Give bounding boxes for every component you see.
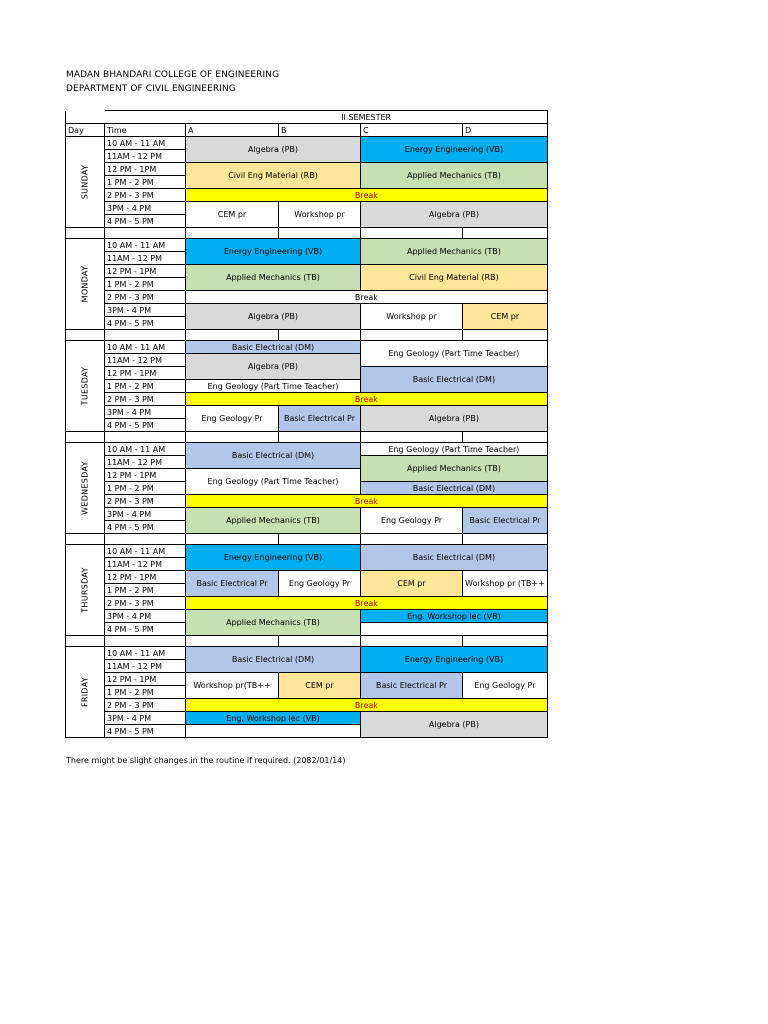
class-cell xyxy=(186,725,361,738)
time-slot-row xyxy=(66,202,548,215)
time-slot: 4 PM - 5 PM xyxy=(105,215,186,228)
class-cell: Eng Geology (Part Time Teacher) xyxy=(186,380,361,393)
day-name: THURSDAY xyxy=(80,567,90,613)
day-label xyxy=(66,239,105,330)
college-name: MADAN BHANDARI COLLEGE OF ENGINEERING xyxy=(66,70,280,80)
blank-cell xyxy=(66,432,105,443)
break-cell: Break xyxy=(186,495,548,508)
class-cell: Basic Electrical Pr xyxy=(463,508,548,534)
class-cell xyxy=(361,623,548,636)
time-slot: 11AM - 12 PM xyxy=(105,558,186,571)
separator-row xyxy=(66,636,548,647)
blank-cell xyxy=(105,111,186,124)
class-cell: Basic Electrical (DM) xyxy=(361,545,548,571)
time-slot: 11AM - 12 PM xyxy=(105,660,186,673)
time-slot-row xyxy=(66,406,548,419)
class-cell: Applied Mechanics (TB) xyxy=(186,508,361,534)
day-label xyxy=(66,341,105,432)
class-cell: Algebra (PB) xyxy=(361,712,548,738)
blank-cell xyxy=(186,534,279,545)
blank-cell xyxy=(463,534,548,545)
column-header: Time xyxy=(105,124,186,137)
blank-cell xyxy=(463,228,548,239)
class-cell: Applied Mechanics (TB) xyxy=(361,239,548,265)
blank-cell xyxy=(186,228,279,239)
class-cell: Algebra (PB) xyxy=(186,304,361,330)
class-cell: Energy Engineering (VB) xyxy=(361,647,548,673)
department-name: DEPARTMENT OF CIVIL ENGINEERING xyxy=(66,84,236,94)
time-slot: 2 PM - 3 PM xyxy=(105,393,186,406)
time-slot: 12 PM - 1PM xyxy=(105,673,186,686)
time-slot-row xyxy=(66,712,548,725)
time-slot-row xyxy=(66,699,548,712)
class-cell: Applied Mechanics (TB) xyxy=(186,610,361,636)
class-cell: Basic Electrical (DM) xyxy=(361,367,548,393)
blank-cell xyxy=(361,534,463,545)
break-cell: Break xyxy=(186,699,548,712)
time-slot: 1 PM - 2 PM xyxy=(105,482,186,495)
timetable xyxy=(65,110,548,738)
blank-cell xyxy=(105,330,186,341)
day-label xyxy=(66,647,105,738)
time-slot-row xyxy=(66,545,548,558)
time-slot: 2 PM - 3 PM xyxy=(105,189,186,202)
time-slot: 2 PM - 3 PM xyxy=(105,495,186,508)
time-slot: 10 AM - 11 AM xyxy=(105,443,186,456)
class-cell: Basic Electrical Pr xyxy=(279,406,361,432)
time-slot-row xyxy=(66,163,548,176)
time-slot: 3PM - 4 PM xyxy=(105,202,186,215)
separator-row xyxy=(66,534,548,545)
class-cell: Algebra (PB) xyxy=(361,406,548,432)
class-cell: Basic Electrical (DM) xyxy=(186,647,361,673)
time-slot: 12 PM - 1PM xyxy=(105,367,186,380)
day-name: MONDAY xyxy=(80,265,90,303)
class-cell: Basic Electrical (DM) xyxy=(186,443,361,469)
blank-cell xyxy=(361,432,463,443)
class-cell: Algebra (PB) xyxy=(361,202,548,228)
blank-cell xyxy=(279,228,361,239)
class-cell: Applied Mechanics (TB) xyxy=(361,456,548,482)
class-cell: Basic Electrical (DM) xyxy=(361,482,548,495)
time-slot: 3PM - 4 PM xyxy=(105,304,186,317)
blank-cell xyxy=(66,330,105,341)
day-label xyxy=(66,545,105,636)
time-slot: 3PM - 4 PM xyxy=(105,508,186,521)
blank-cell xyxy=(186,432,279,443)
day-name: SUNDAY xyxy=(80,164,90,200)
time-slot: 4 PM - 5 PM xyxy=(105,725,186,738)
class-cell: Eng. Workshop lec (VB) xyxy=(361,610,548,623)
time-slot-row xyxy=(66,137,548,150)
day-label xyxy=(66,443,105,534)
time-slot-row xyxy=(66,239,548,252)
time-slot: 12 PM - 1PM xyxy=(105,163,186,176)
blank-cell xyxy=(66,228,105,239)
header-row xyxy=(66,124,548,137)
time-slot: 11AM - 12 PM xyxy=(105,354,186,367)
blank-cell xyxy=(279,534,361,545)
class-cell: Workshop pr xyxy=(279,202,361,228)
time-slot: 2 PM - 3 PM xyxy=(105,699,186,712)
class-cell: Eng Geology Pr xyxy=(463,673,548,699)
time-slot-row xyxy=(66,393,548,406)
day-name: TUESDAY xyxy=(80,366,90,406)
blank-cell xyxy=(463,330,548,341)
blank-cell xyxy=(361,330,463,341)
time-slot: 10 AM - 11 AM xyxy=(105,137,186,150)
class-cell: Energy Engineering (VB) xyxy=(186,239,361,265)
time-slot: 11AM - 12 PM xyxy=(105,252,186,265)
time-slot: 11AM - 12 PM xyxy=(105,456,186,469)
time-slot: 10 AM - 11 AM xyxy=(105,647,186,660)
class-cell: Eng Geology Pr xyxy=(361,508,463,534)
blank-cell xyxy=(105,228,186,239)
day-name: WEDNESDAY xyxy=(80,461,90,515)
blank-cell xyxy=(66,636,105,647)
class-cell: Civil Eng Material (RB) xyxy=(186,163,361,189)
footer-note: There might be slight changes in the routine if required. (2082/01/14) xyxy=(66,756,346,765)
time-slot: 12 PM - 1PM xyxy=(105,469,186,482)
class-cell: Algebra (PB) xyxy=(186,137,361,163)
time-slot-row xyxy=(66,291,548,304)
blank-cell xyxy=(279,432,361,443)
separator-row xyxy=(66,330,548,341)
time-slot-row xyxy=(66,647,548,660)
semester-title: II SEMESTER xyxy=(186,111,548,124)
column-header: Day xyxy=(66,124,105,137)
time-slot: 3PM - 4 PM xyxy=(105,712,186,725)
time-slot-row xyxy=(66,597,548,610)
separator-row xyxy=(66,228,548,239)
semester-row xyxy=(66,111,548,124)
time-slot-row xyxy=(66,495,548,508)
separator-row xyxy=(66,432,548,443)
class-cell: Basic Electrical Pr xyxy=(361,673,463,699)
break-cell: Break xyxy=(186,189,548,202)
blank-cell xyxy=(463,432,548,443)
time-slot: 10 AM - 11 AM xyxy=(105,341,186,354)
column-header: B xyxy=(279,124,361,137)
class-cell: CEM pr xyxy=(186,202,279,228)
blank-cell xyxy=(105,636,186,647)
break-cell: Break xyxy=(186,597,548,610)
class-cell: Applied Mechanics (TB) xyxy=(186,265,361,291)
time-slot: 10 AM - 11 AM xyxy=(105,545,186,558)
time-slot: 3PM - 4 PM xyxy=(105,610,186,623)
break-cell: Break xyxy=(186,393,548,406)
time-slot: 2 PM - 3 PM xyxy=(105,291,186,304)
time-slot: 3PM - 4 PM xyxy=(105,406,186,419)
class-cell: Eng. Workshop lec (VB) xyxy=(186,712,361,725)
time-slot-row xyxy=(66,673,548,686)
class-cell: CEM pr xyxy=(361,571,463,597)
day-label xyxy=(66,137,105,228)
time-slot-row xyxy=(66,304,548,317)
blank-cell xyxy=(279,636,361,647)
blank-cell xyxy=(186,636,279,647)
class-cell: Energy Engineering (VB) xyxy=(186,545,361,571)
time-slot: 4 PM - 5 PM xyxy=(105,521,186,534)
time-slot: 2 PM - 3 PM xyxy=(105,597,186,610)
time-slot-row xyxy=(66,443,548,456)
class-cell: Eng Geology Pr xyxy=(186,406,279,432)
blank-cell xyxy=(105,432,186,443)
column-header: D xyxy=(463,124,548,137)
time-slot: 1 PM - 2 PM xyxy=(105,176,186,189)
class-cell: Eng Geology (Part Time Teacher) xyxy=(186,469,361,495)
time-slot: 11AM - 12 PM xyxy=(105,150,186,163)
column-header: A xyxy=(186,124,279,137)
time-slot: 1 PM - 2 PM xyxy=(105,380,186,393)
time-slot: 4 PM - 5 PM xyxy=(105,419,186,432)
time-slot: 10 AM - 11 AM xyxy=(105,239,186,252)
time-slot-row xyxy=(66,189,548,202)
day-name: FRIDAY xyxy=(80,676,90,708)
class-cell: Eng Geology Pr xyxy=(279,571,361,597)
class-cell: Civil Eng Material (RB) xyxy=(361,265,548,291)
time-slot-row xyxy=(66,265,548,278)
time-slot: 12 PM - 1PM xyxy=(105,571,186,584)
time-slot-row xyxy=(66,508,548,521)
column-header: C xyxy=(361,124,463,137)
time-slot-row xyxy=(66,341,548,354)
break-cell: Break xyxy=(186,291,548,304)
class-cell: Eng Geology (Part Time Teacher) xyxy=(361,443,548,456)
time-slot: 1 PM - 2 PM xyxy=(105,686,186,699)
class-cell: Workshop pr xyxy=(361,304,463,330)
class-cell: Energy Engineering (VB) xyxy=(361,137,548,163)
time-slot: 1 PM - 2 PM xyxy=(105,584,186,597)
class-cell: Eng Geology (Part Time Teacher) xyxy=(361,341,548,367)
time-slot: 4 PM - 5 PM xyxy=(105,623,186,636)
blank-cell xyxy=(66,111,105,124)
blank-cell xyxy=(105,534,186,545)
time-slot-row xyxy=(66,571,548,584)
time-slot: 4 PM - 5 PM xyxy=(105,317,186,330)
class-cell: Basic Electrical Pr xyxy=(186,571,279,597)
class-cell: Basic Electrical (DM) xyxy=(186,341,361,354)
class-cell: Applied Mechanics (TB) xyxy=(361,163,548,189)
blank-cell xyxy=(279,330,361,341)
blank-cell xyxy=(463,636,548,647)
time-slot: 12 PM - 1PM xyxy=(105,265,186,278)
time-slot-row xyxy=(66,610,548,623)
blank-cell xyxy=(186,330,279,341)
class-cell: Workshop pr (TB++ xyxy=(463,571,548,597)
time-slot: 1 PM - 2 PM xyxy=(105,278,186,291)
blank-cell xyxy=(66,534,105,545)
class-cell: Workshop pr(TB++ xyxy=(186,673,279,699)
blank-cell xyxy=(361,636,463,647)
blank-cell xyxy=(361,228,463,239)
class-cell: CEM pr xyxy=(279,673,361,699)
class-cell: CEM pr xyxy=(463,304,548,330)
class-cell: Algebra (PB) xyxy=(186,354,361,380)
